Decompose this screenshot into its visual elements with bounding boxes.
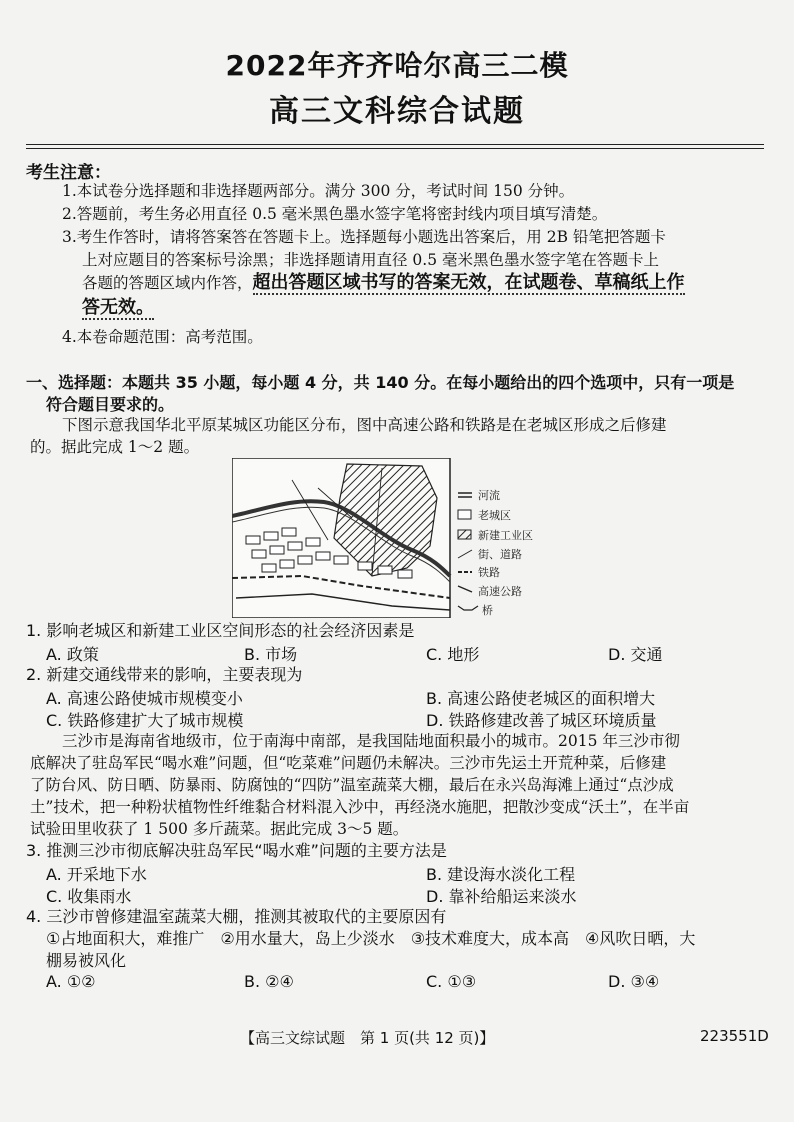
q4-option-c: C. ①③ [426, 972, 477, 991]
q3-option-b: B. 建设海水淡化工程 [426, 865, 576, 884]
legend-industry: 新建工业区 [478, 529, 533, 542]
notice-emphasis: 超出答题区域书写的答案无效，在试题卷、草稿纸上作 [252, 272, 685, 293]
exam-subtitle: 高三文科综合试题 [269, 94, 525, 129]
q2-stem: 2. 新建交通线带来的影响，主要表现为 [26, 665, 303, 684]
legend-expressway: 高速公路 [478, 585, 522, 598]
q4-stem: 4. 三沙市曾修建温室蔬菜大棚，推测其被取代的主要原因有 [26, 907, 447, 926]
notice-emphasis-end: 答无效。 [82, 297, 154, 318]
map-intro: 下图示意我国华北平原某城区功能区分布，图中高速公路和铁路是在老城区形成之后修建 [62, 416, 667, 434]
legend-river-icon [458, 493, 472, 497]
notice-item-3-cont2 [82, 272, 685, 294]
q2-option-d: D. 铁路修建改善了城区环境质量 [426, 711, 657, 730]
q4-option-d: D. ③④ [608, 972, 660, 991]
q1-option-d: D. 交通 [608, 645, 663, 664]
legend-railway: 铁路 [478, 566, 500, 579]
q2-option-a: A. 高速公路使城市规模变小 [46, 689, 243, 708]
legend-oldtown: 老城区 [478, 509, 511, 522]
legend-street-icon [458, 550, 472, 558]
passage-line-3: 了防台风、防日晒、防暴雨、防腐蚀的“四防”温室蔬菜大棚，最后在永兴岛海滩上通过“点沙成 [30, 776, 674, 794]
legend-bridge: 桥 [482, 604, 493, 617]
notice-item-2: 2.答题前，考生务必用直径 0.5 毫米黑色墨水签字笔将密封线内项目填写清楚。 [62, 205, 608, 223]
header-rule-bottom [26, 148, 764, 149]
notice-emphasis-cont [82, 297, 154, 319]
q3-option-a: A. 开采地下水 [46, 865, 147, 884]
legend-industry-icon [458, 530, 471, 539]
q3-stem: 3. 推测三沙市彻底解决驻岛军民“喝水难”问题的主要方法是 [26, 841, 447, 860]
q3-option-c: C. 收集雨水 [46, 887, 132, 906]
page-footer: 【高三文综试题 第 1 页(共 12 页)】 [240, 1029, 495, 1047]
paper-code: 223551D [700, 1027, 769, 1045]
passage-line-1: 三沙市是海南省地级市，位于南海中南部，是我国陆地面积最小的城市。2015 年三沙市彻 [62, 732, 680, 750]
notice-item-3-cont: 上对应题目的答案标号涂黑；非选择题请用直径 0.5 毫米黑色墨水签字笔在答题卡上 [82, 251, 660, 269]
q1-option-a: A. 政策 [46, 645, 99, 664]
notice-item-4: 4.本卷命题范围：高考范围。 [62, 328, 263, 346]
section-heading-cont: 符合题目要求的。 [46, 395, 175, 414]
passage-line-4: 土”技术，把一种粉状植物性纤维黏合材料混入沙中，再经浇水施肥，把散沙变成“沃土”，在半亩 [30, 798, 690, 816]
q1-stem: 1. 影响老城区和新建工业区空间形态的社会经济因素是 [26, 621, 415, 640]
q4-option-a: A. ①② [46, 972, 96, 991]
passage-line-2: 底解决了驻岛军民“喝水难”问题，但“吃菜难”问题仍未解决。三沙市先运土开荒种菜，后修建 [30, 754, 667, 772]
q4-choices: ①占地面积大，难推广 ②用水量大，岛上少淡水 ③技术难度大，成本高 ④风吹日晒，大 [46, 929, 696, 948]
city-function-map [232, 458, 556, 618]
passage-line-5: 试验田里收获了 1 500 多斤蔬菜。据此完成 3～5 题。 [30, 820, 409, 838]
legend-river: 河流 [478, 489, 500, 502]
notice-item-1: 1.本试卷分选择题和非选择题两部分。满分 300 分，考试时间 150 分钟。 [62, 182, 575, 200]
section-heading: 一、选择题：本题共 35 小题，每小题 4 分，共 140 分。在每小题给出的四个选项中，只有一项是 [26, 373, 735, 392]
legend-bridge-icon [458, 606, 478, 610]
q4-option-b: B. ②④ [244, 972, 294, 991]
q2-option-b: B. 高速公路使老城区的面积增大 [426, 689, 656, 708]
q2-option-c: C. 铁路修建扩大了城市规模 [46, 711, 244, 730]
legend-street: 街、道路 [478, 548, 522, 561]
notice-item-3: 3.考生作答时，请将答案答在答题卡上。选择题每小题选出答案后，用 2B 铅笔把答题卡 [62, 228, 666, 246]
map-intro-cont: 的。据此完成 1～2 题。 [30, 438, 200, 456]
q4-choices-cont: 棚易被风化 [46, 951, 127, 970]
exam-title: 2022年齐齐哈尔高三二模 [225, 49, 569, 82]
q1-option-c: C. 地形 [426, 645, 480, 664]
header-rule-top [26, 144, 764, 145]
q1-option-b: B. 市场 [244, 645, 298, 664]
notice-item-3-text: 各题的答题区域内作答， [82, 274, 253, 292]
notice-heading: 考生注意： [26, 163, 111, 183]
legend-expressway-icon [458, 586, 472, 592]
legend-oldtown-icon [458, 510, 471, 519]
q3-option-d: D. 靠补给船运来淡水 [426, 887, 577, 906]
map-legend [458, 488, 533, 617]
